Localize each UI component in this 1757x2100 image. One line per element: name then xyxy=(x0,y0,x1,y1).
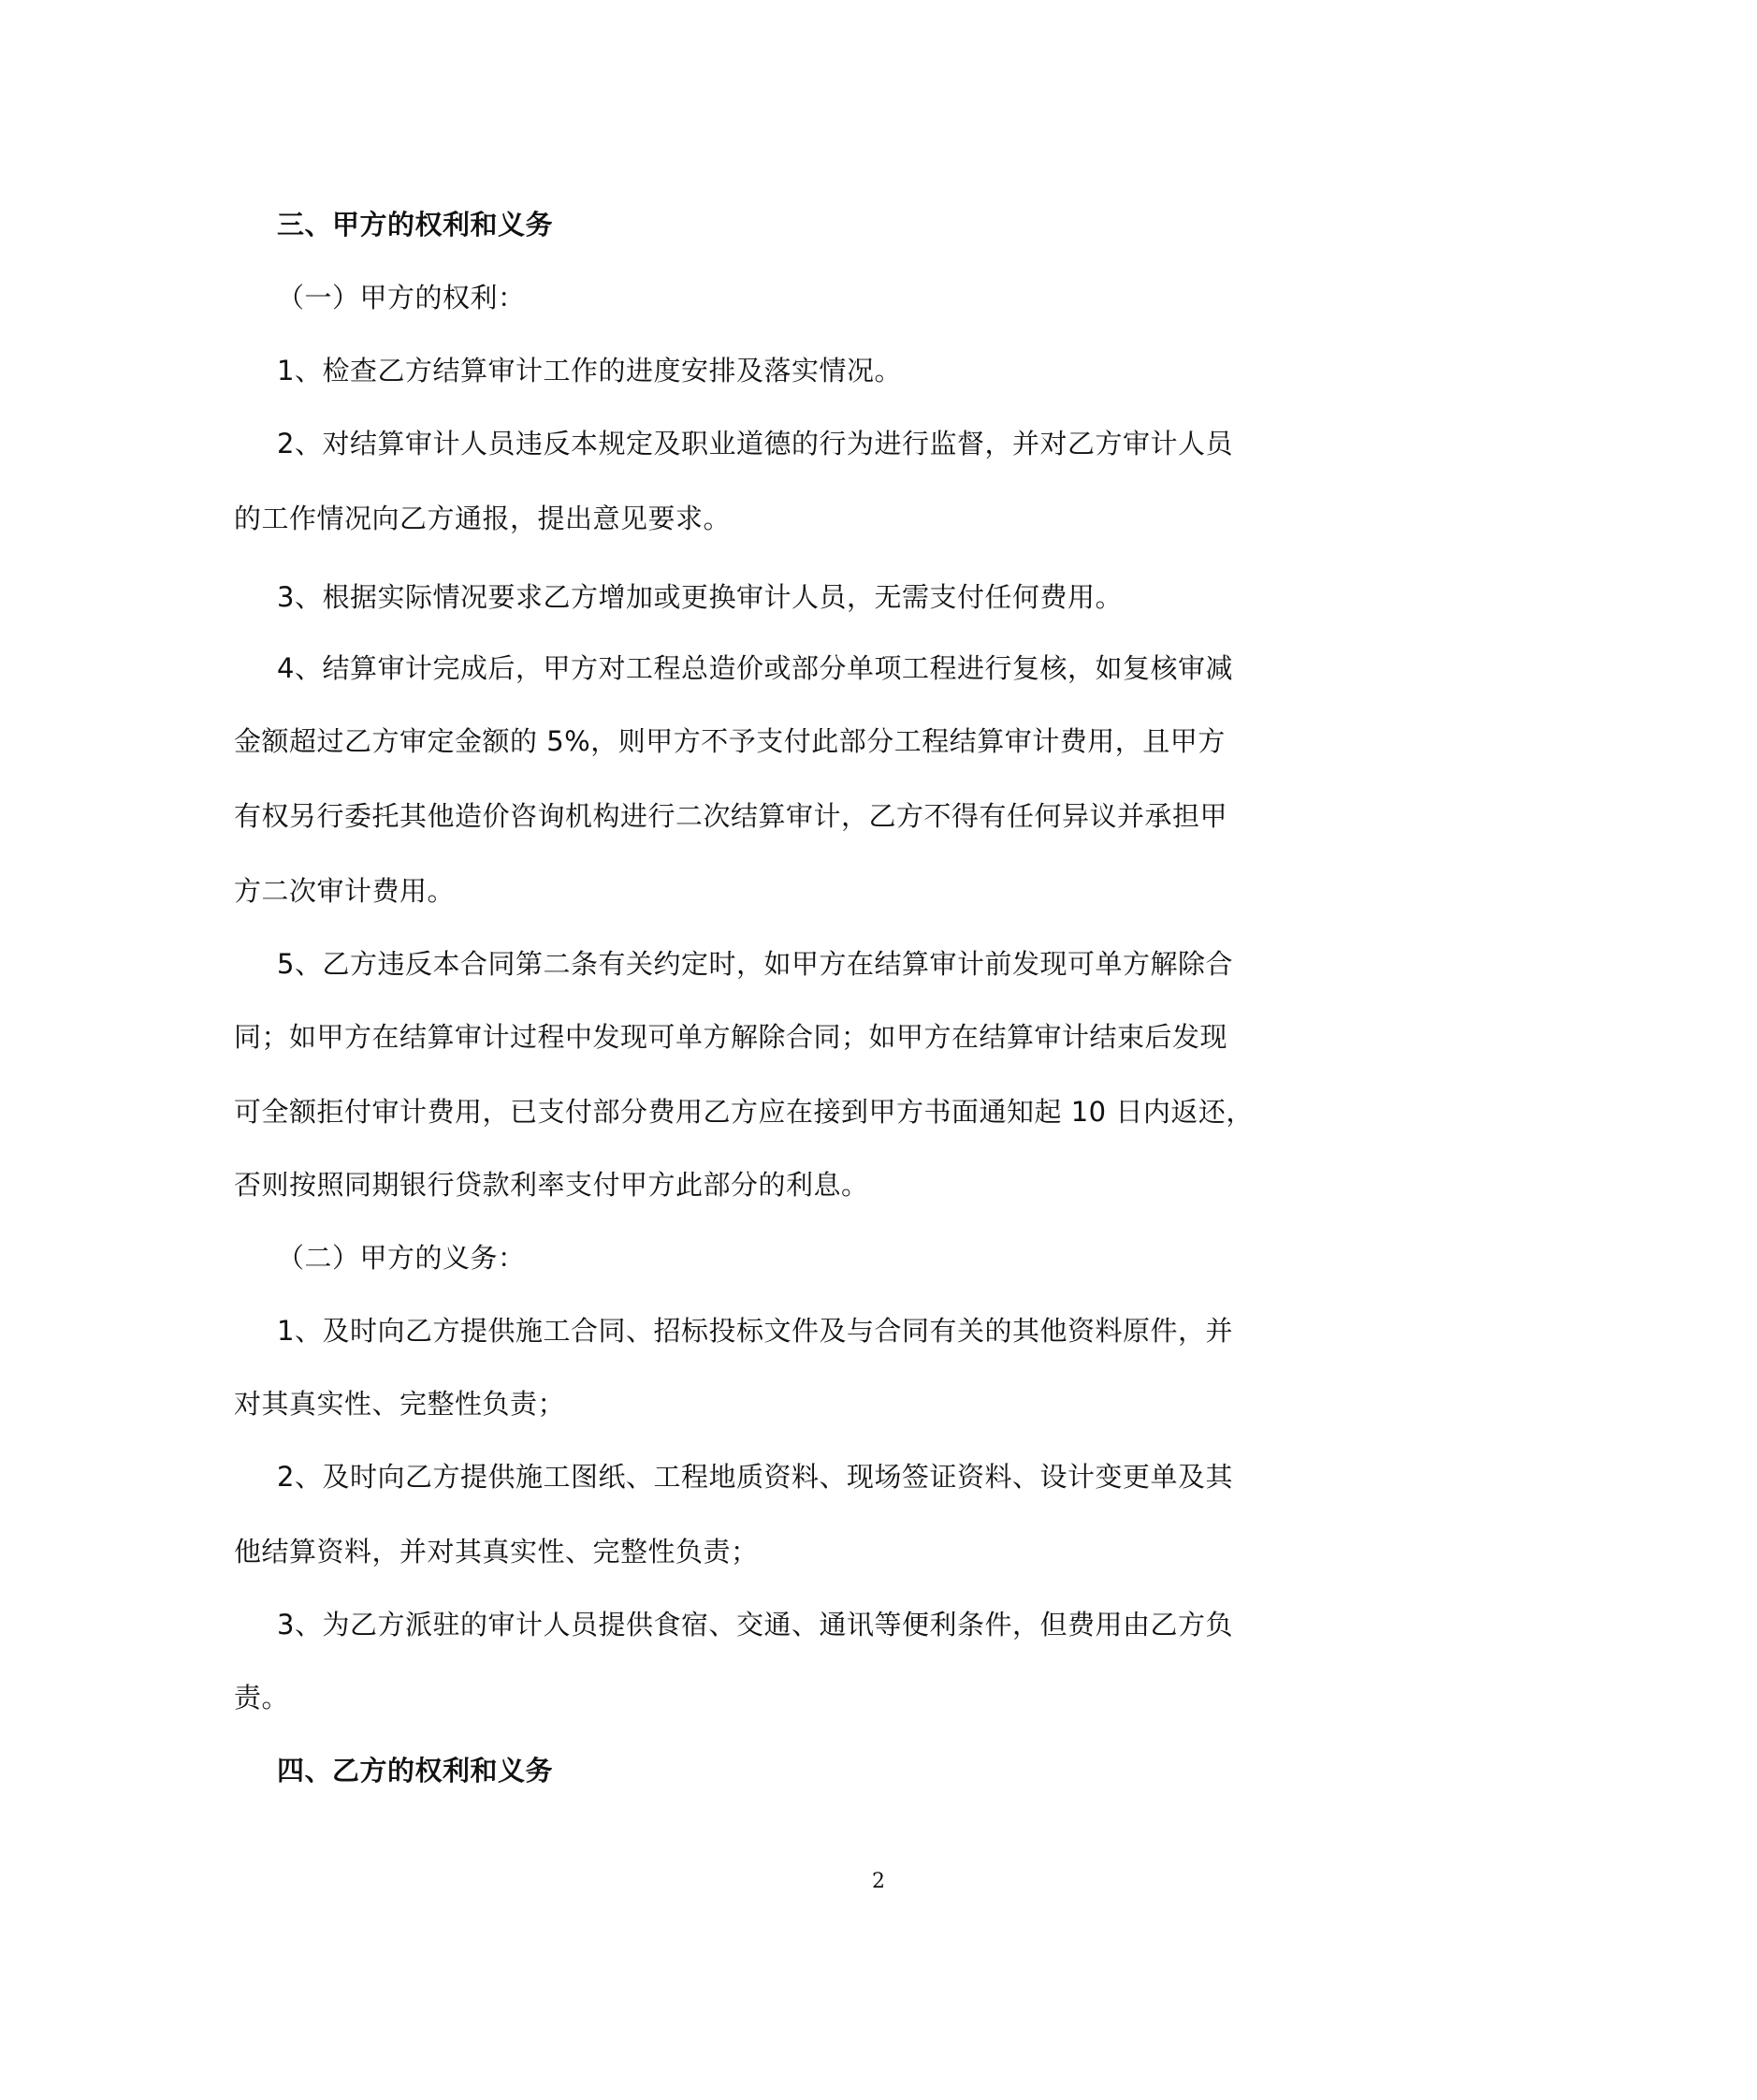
section-heading-3: 三、甲方的权利和义务 xyxy=(277,209,554,241)
paragraph-line: 2、及时向乙方提供施工图纸、工程地质资料、现场签证资料、设计变更单及其 xyxy=(277,1461,1233,1493)
paragraph-line: 1、及时向乙方提供施工合同、招标投标文件及与合同有关的其他资料原件，并 xyxy=(277,1315,1233,1347)
paragraph-line: 的工作情况向乙方通报，提出意见要求。 xyxy=(234,503,732,534)
paragraph-line: 可全额拒付审计费用，已支付部分费用乙方应在接到甲方书面通知起 10 日内返还， xyxy=(234,1096,1254,1128)
paragraph-line: 4、结算审计完成后，甲方对工程总造价或部分单项工程进行复核，如复核审减 xyxy=(277,652,1233,684)
paragraph-line: 方二次审计费用。 xyxy=(234,875,456,907)
paragraph-line: 3、根据实际情况要求乙方增加或更换审计人员，无需支付任何费用。 xyxy=(277,581,1123,613)
paragraph-line: 金额超过乙方审定金额的 5%，则甲方不予支付此部分工程结算审计费用，且甲方 xyxy=(234,725,1226,757)
paragraph-line: 1、检查乙方结算审计工作的进度安排及落实情况。 xyxy=(277,355,902,386)
paragraph-line: 5、乙方违反本合同第二条有关约定时，如甲方在结算审计前发现可单方解除合 xyxy=(277,948,1233,980)
paragraph-line: 有权另行委托其他造价咨询机构进行二次结算审计，乙方不得有任何异议并承担甲 xyxy=(234,800,1228,832)
paragraph-line: 责。 xyxy=(234,1682,290,1714)
subsection-heading-rights: （一）甲方的权利： xyxy=(277,282,526,314)
paragraph-line: 否则按照同期银行贷款利率支付甲方此部分的利息。 xyxy=(234,1169,869,1201)
paragraph-line: 同；如甲方在结算审计过程中发现可单方解除合同；如甲方在结算审计结束后发现 xyxy=(234,1021,1228,1053)
paragraph-line: 3、为乙方派驻的审计人员提供食宿、交通、通讯等便利条件，但费用由乙方负 xyxy=(277,1609,1233,1641)
paragraph-line: 对其真实性、完整性负责； xyxy=(234,1388,566,1420)
section-heading-4: 四、乙方的权利和义务 xyxy=(277,1755,554,1786)
page-number: 2 xyxy=(872,1870,885,1893)
paragraph-line: 2、对结算审计人员违反本规定及职业道德的行为进行监督，并对乙方审计人员 xyxy=(277,428,1233,459)
subsection-heading-obligations: （二）甲方的义务： xyxy=(277,1242,526,1274)
paragraph-line: 他结算资料，并对其真实性、完整性负责； xyxy=(234,1536,759,1568)
